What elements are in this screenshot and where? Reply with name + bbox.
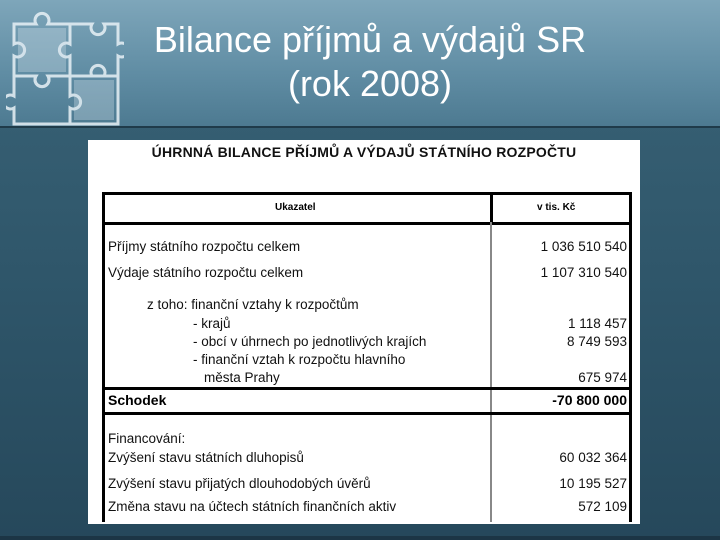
- row-value: 1 107 310 540: [540, 265, 627, 280]
- row-label: Příjmy státního rozpočtu celkem: [108, 239, 301, 254]
- table-row: [105, 498, 629, 516]
- row-value: 1 036 510 540: [540, 239, 627, 254]
- row-label: Financování:: [108, 431, 186, 446]
- table-row: [105, 238, 629, 256]
- slide-title-line1: Bilance příjmů a výdajů SR: [153, 19, 587, 60]
- bottom-band: [0, 536, 720, 540]
- slide-title-line2: (rok 2008): [287, 63, 453, 104]
- table-row: [105, 296, 629, 314]
- table-row: [105, 264, 629, 282]
- row-label: města Prahy: [204, 370, 280, 385]
- table-row: [105, 449, 629, 467]
- table-row: [105, 315, 629, 333]
- table-header: [105, 195, 629, 225]
- row-value: 1 118 457: [567, 316, 627, 331]
- budget-table: [102, 192, 632, 522]
- row-value: 8 749 593: [566, 334, 627, 349]
- document-title: ÚHRNNÁ BILANCE PŘÍJMŮ A VÝDAJŮ STÁTNÍHO ROZPOČTU: [151, 144, 577, 160]
- budget-document: [88, 140, 640, 524]
- header-col-indicator: Ukazatel: [275, 202, 316, 213]
- table-row: [105, 475, 629, 493]
- row-label: Výdaje státního rozpočtu celkem: [108, 265, 304, 280]
- table-row: [105, 333, 629, 351]
- row-value: 675 974: [578, 370, 627, 385]
- puzzle-logo-icon: [6, 4, 124, 128]
- table-row: [105, 369, 629, 387]
- row-label: Zvýšení stavu přijatých dlouhodobých úvěrů: [108, 476, 371, 491]
- title-divider: [0, 126, 720, 128]
- row-label: z toho: finanční vztahy k rozpočtům: [147, 297, 359, 312]
- row-label: Změna stavu na účtech státních finančních aktiv: [108, 499, 397, 514]
- deficit-label: Schodek: [108, 392, 167, 408]
- deficit-row: [105, 387, 629, 415]
- table-row: [105, 430, 629, 448]
- deficit-value: -70 800 000: [552, 392, 627, 408]
- row-label: - krajů: [193, 316, 231, 331]
- row-label: Zvýšení stavu státních dluhopisů: [108, 450, 304, 465]
- header-col-value: v tis. Kč: [537, 202, 576, 213]
- row-label: - finanční vztah k rozpočtu hlavního: [193, 352, 406, 367]
- row-value: 60 032 364: [559, 450, 627, 465]
- row-label: - obcí v úhrnech po jednotlivých krajích: [193, 334, 427, 349]
- slide-title: [120, 18, 620, 106]
- row-value: 572 109: [578, 499, 627, 514]
- table-row: [105, 351, 629, 369]
- row-value: 10 195 527: [559, 476, 627, 491]
